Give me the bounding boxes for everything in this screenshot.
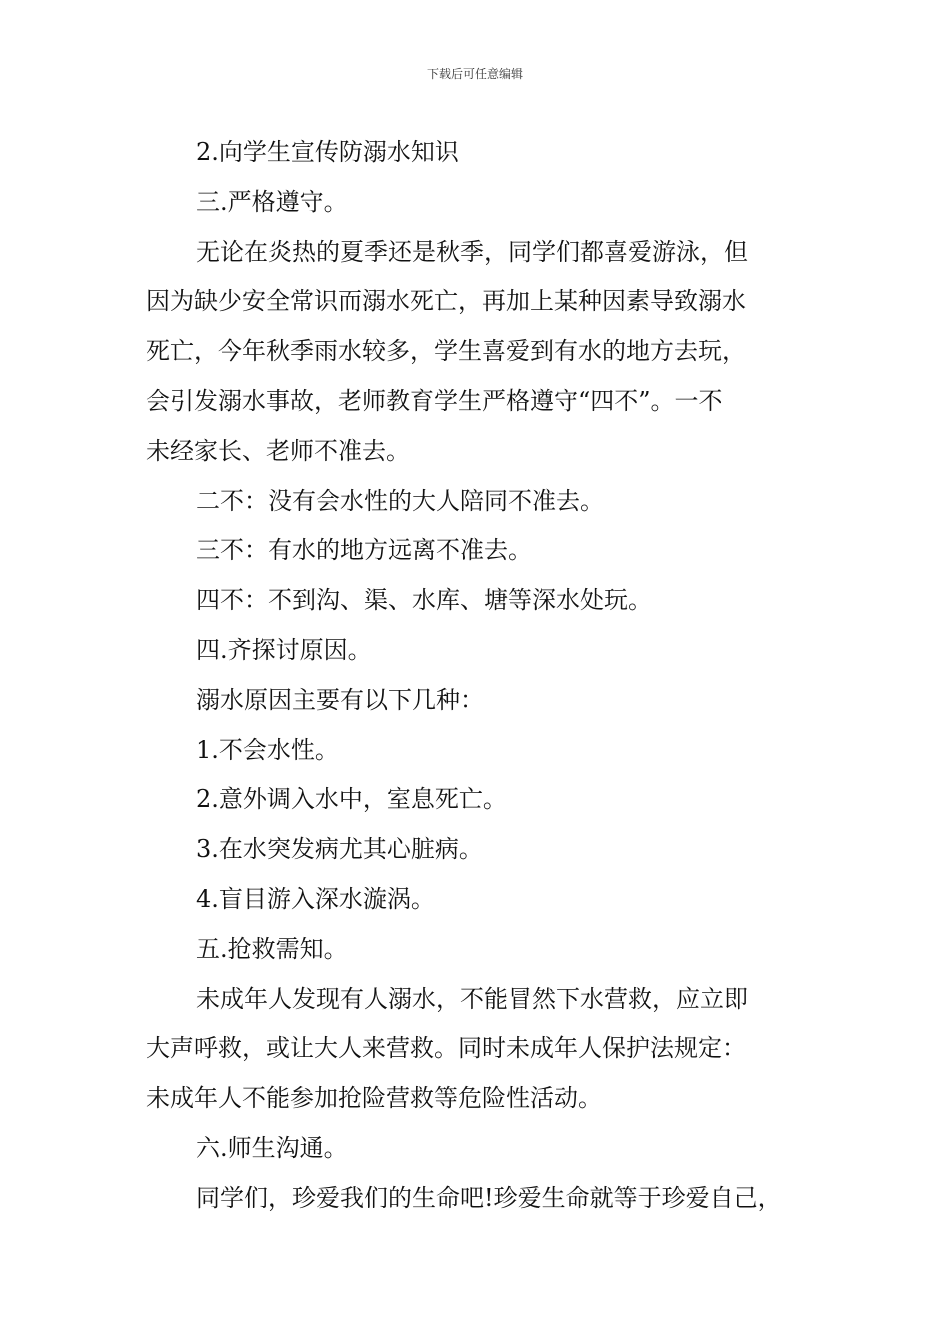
document-body [146, 128, 816, 1224]
line-21: 六.师生沟通。 [196, 1133, 348, 1162]
line-2: 三.严格遵守。 [196, 187, 348, 216]
line-19: 大声呼救，或让大人来营救。同时未成年人保护法规定： [146, 1034, 746, 1063]
line-6: 会引发溺水事故，老师教育学生严格遵守“四不”。一不 [146, 386, 723, 415]
line-15: 3.在水突发病尤其心脏病。 [196, 835, 483, 864]
line-1: 2.向学生宣传防溺水知识 [196, 138, 459, 166]
line-11: 四.齐探讨原因。 [196, 635, 372, 664]
line-22: 同学们，珍爱我们的生命吧!珍爱生命就等于珍爱自己， [196, 1183, 782, 1212]
header-note: 下载后可任意编辑 [426, 67, 523, 81]
line-18: 未成年人发现有人溺水，不能冒然下水营救，应立即 [196, 984, 748, 1013]
line-8: 二不：没有会水性的大人陪同不准去。 [196, 486, 604, 515]
line-20: 未成年人不能参加抢险营救等危险性活动。 [146, 1084, 602, 1113]
line-7: 未经家长、老师不准去。 [146, 436, 410, 465]
line-17: 五.抢救需知。 [196, 934, 348, 963]
line-14: 2.意外调入水中，室息死亡。 [196, 785, 507, 814]
line-9: 三不：有水的地方远离不准去。 [196, 536, 532, 565]
line-10: 四不：不到沟、渠、水库、塘等深水处玩。 [196, 586, 652, 615]
line-16: 4.盲目游入深水漩涡。 [196, 884, 435, 913]
line-13: 1.不会水性。 [196, 735, 339, 764]
line-5: 死亡，今年秋季雨水较多，学生喜爱到有水的地方去玩， [146, 337, 746, 366]
line-12: 溺水原因主要有以下几种： [196, 685, 484, 714]
line-4: 因为缺少安全常识而溺水死亡，再加上某种因素导致溺水 [146, 287, 746, 316]
line-3: 无论在炎热的夏季还是秋季，同学们都喜爱游泳，但 [196, 237, 748, 266]
